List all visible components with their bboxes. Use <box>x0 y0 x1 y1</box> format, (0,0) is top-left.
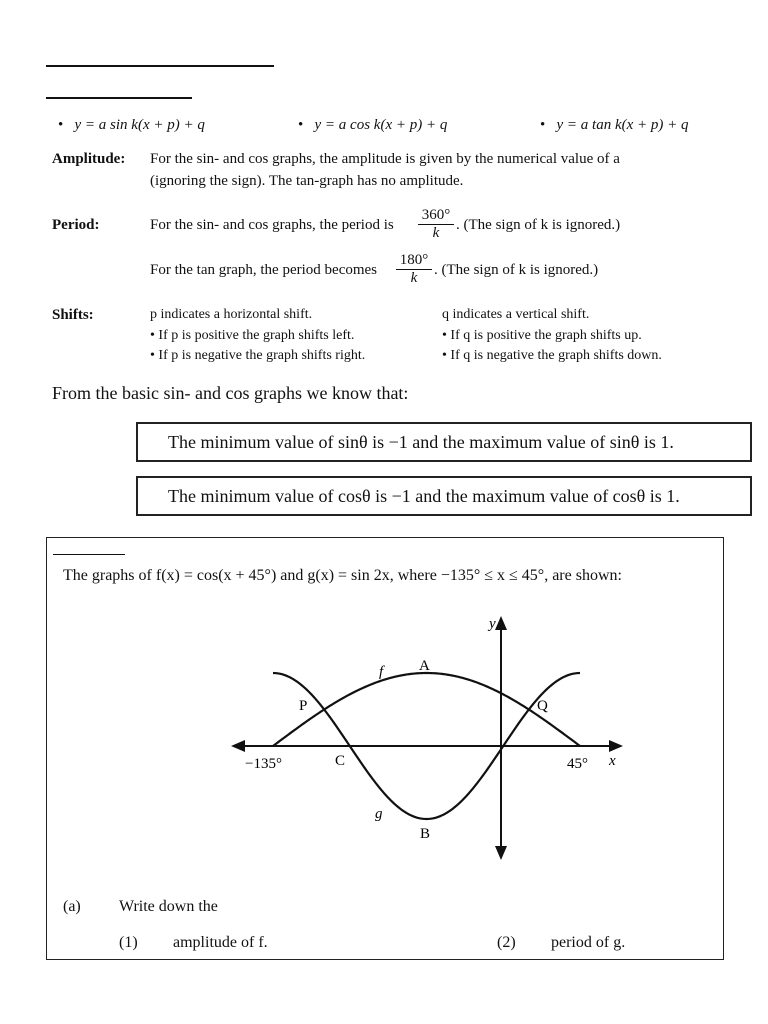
curve-label-f: f <box>379 664 384 680</box>
shifts-p-line: p indicates a horizontal shift. <box>150 307 313 322</box>
cos-range-text: The minimum value of cosθ is −1 and the maximum value of cosθ is 1. <box>168 485 680 506</box>
amplitude-label: Amplitude: <box>52 151 126 167</box>
example-statement: The graphs of f(x) = cos(x + 45°) and g(x) = sin 2x, where −135° ≤ x ≤ 45°, are shown: <box>63 567 622 584</box>
example-frame <box>46 537 724 960</box>
subpart-2-text: period of g. <box>551 934 626 951</box>
x-max-label: 45° <box>567 756 588 772</box>
y-axis-arrow-down <box>495 846 507 860</box>
shifts-q-negative: • If q is negative the graph shifts down. <box>442 348 662 363</box>
subtitle-underline <box>46 97 192 99</box>
formula-cos: • y = a cos k(x + p) + q <box>298 117 448 133</box>
shifts-q-positive: • If q is positive the graph shifts up. <box>442 328 642 343</box>
part-a-label: (a) <box>63 898 81 915</box>
sin-range-box <box>136 422 752 462</box>
x-min-label: −135° <box>245 756 282 772</box>
amplitude-line-2: (ignoring the sign). The tan-graph has no amplitude. <box>150 173 464 189</box>
curve-f <box>273 673 580 746</box>
subpart-2-label: (2) <box>497 934 516 951</box>
period-sincos-suffix: . (The sign of k is ignored.) <box>456 217 621 233</box>
cos-range-box <box>136 476 752 516</box>
shifts-q-line: q indicates a vertical shift. <box>442 307 590 322</box>
curve-label-g: g <box>375 806 383 822</box>
amplitude-line-1: For the sin- and cos graphs, the amplitude is given by the numerical value of a <box>150 151 620 167</box>
formula-sin: • y = a sin k(x + p) + q <box>58 117 205 133</box>
y-axis-arrow-up <box>495 616 507 630</box>
subpart-1-label: (1) <box>119 934 138 951</box>
point-label-c: C <box>335 753 346 769</box>
shifts-label: Shifts: <box>52 307 94 323</box>
point-label-q: Q <box>537 698 548 714</box>
shifts-p-negative: • If p is negative the graph shifts right. <box>150 348 366 363</box>
x-axis-arrow-right <box>609 740 623 752</box>
trig-graph <box>47 608 723 898</box>
period-tan-fraction: $\frac{180^\circ}{k}$ <box>396 252 432 287</box>
period-label: Period: <box>52 217 100 233</box>
period-tan-suffix: . (The sign of k is ignored.) <box>434 262 599 278</box>
point-label-a: A <box>419 658 430 674</box>
sin-range-text: The minimum value of sinθ is −1 and the maximum value of sinθ is 1. <box>168 431 674 452</box>
x-axis-label: x <box>609 753 616 769</box>
period-sincos-fraction: $\frac{360^\circ}{k}$ <box>418 207 454 242</box>
example-heading-underline <box>53 554 125 555</box>
subpart-1-text: amplitude of f. <box>173 934 268 951</box>
basics-intro: From the basic sin- and cos graphs we know that: <box>52 383 409 403</box>
point-label-p: P <box>299 698 308 714</box>
shifts-p-positive: • If p is positive the graph shifts left. <box>150 328 355 343</box>
y-axis-label: y <box>489 616 496 632</box>
formula-tan: • y = a tan k(x + p) + q <box>540 117 689 133</box>
part-a-text: Write down the <box>119 898 218 915</box>
title-underline <box>46 65 274 67</box>
period-sincos-text: For the sin- and cos graphs, the period is <box>150 217 394 233</box>
x-axis-arrow-left <box>231 740 245 752</box>
period-tan-text: For the tan graph, the period becomes <box>150 262 378 278</box>
point-label-b: B <box>420 826 431 842</box>
